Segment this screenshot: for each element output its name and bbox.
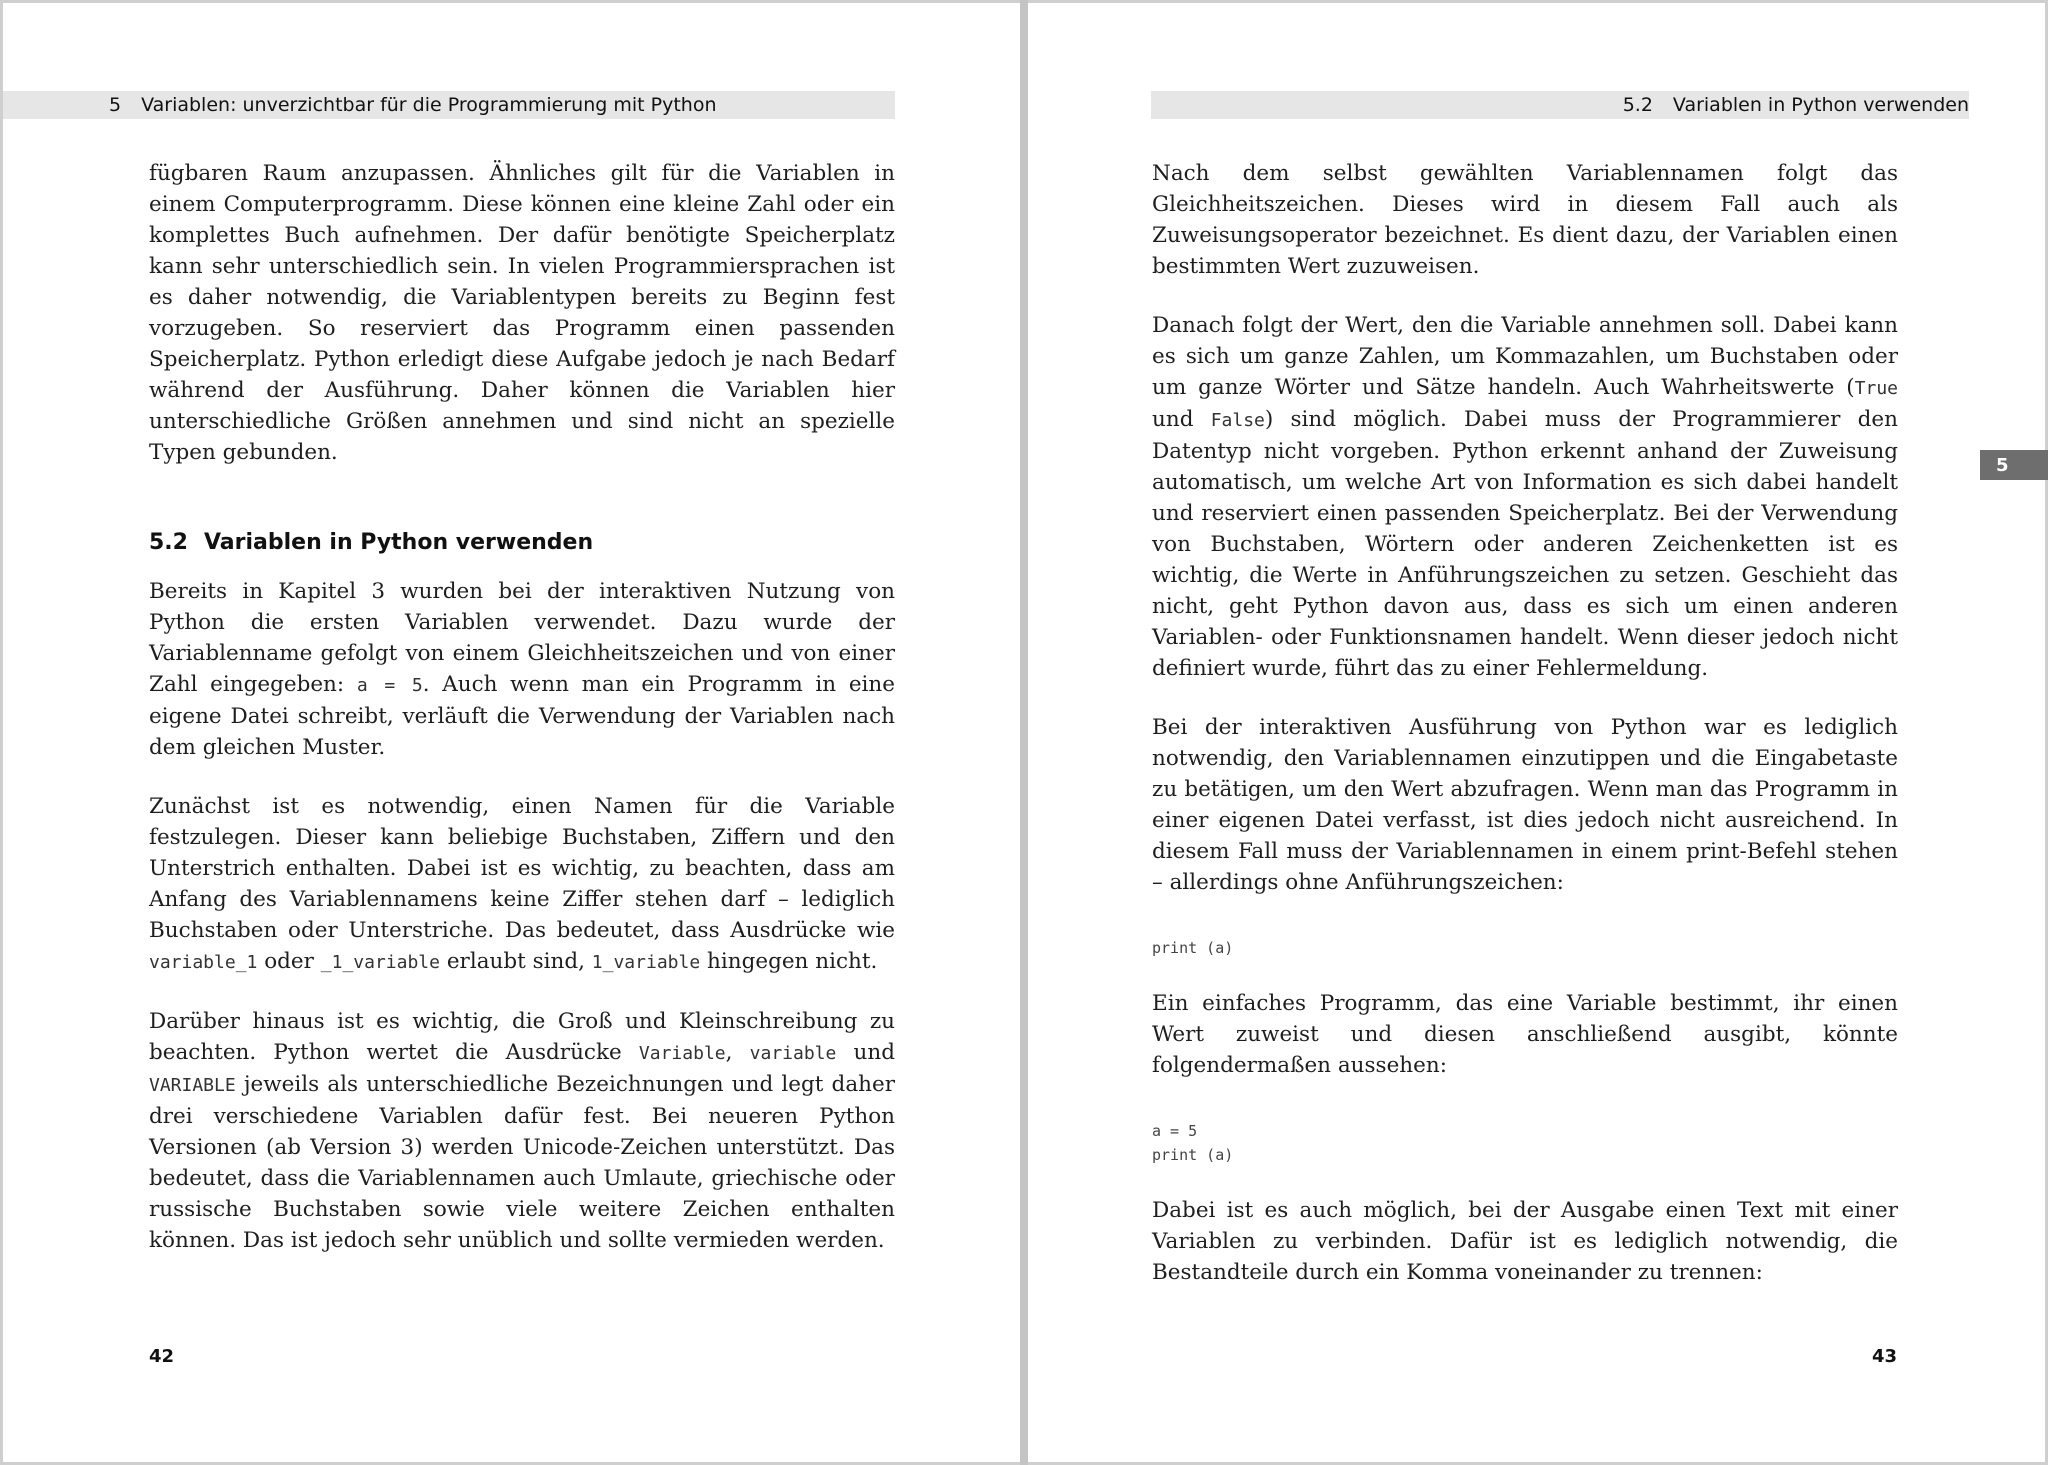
inline-code: False bbox=[1210, 410, 1265, 431]
text-run: . Auch wenn man ein Programm in eine eigene Datei schreibt, verläuft die Verwendung der Variablen nach dem gleichen Muster. bbox=[149, 672, 895, 760]
text-run: Zunächst ist es notwendig, einen Namen für die Variable festzulegen. Dieser kann beliebige Buchstaben, Ziffern und den Unterstrich enthalten. Dabei ist es wichtig, zu beachten, dass am Anfang des Variablennamens keine Ziffer stehen darf – lediglich Buchstaben oder Unterstriche. Das bedeutet, dass Ausdrücke wie bbox=[149, 794, 895, 943]
section-title: Variablen in Python verwenden bbox=[203, 530, 594, 555]
text-run: Danach folgt der Wert, den die Variable annehmen soll. Dabei kann es sich um ganze Zahlen, um Kommazahlen, um Buchstaben oder um ganze Wörter und Sätze handeln. Auch Wahrheitswerte ( bbox=[1152, 313, 1898, 400]
code-block: print (a) bbox=[1152, 939, 1234, 957]
page-number-right: 43 bbox=[1872, 1346, 1898, 1367]
section-heading bbox=[149, 528, 895, 558]
section-title-header: Variablen in Python verwenden bbox=[1672, 94, 1969, 116]
paragraph: Nach dem selbst gewählten Variablennamen folgt das Gleichheitszeichen. Dieses wird in diesem Fall auch als Zuweisungsoperator bezeichnet. Es dient dazu, der Variablen einen bestimmten Wert zuzuweisen. bbox=[1152, 161, 1898, 279]
section-number-header: 5.2 bbox=[1622, 94, 1653, 116]
inline-code: VARIABLE bbox=[149, 1075, 236, 1096]
inline-code: variable bbox=[749, 1043, 837, 1064]
paragraph bbox=[149, 576, 895, 763]
inline-code: 1_variable bbox=[591, 952, 701, 973]
text-run: erlaubt sind, bbox=[439, 949, 592, 974]
section-number: 5.2 bbox=[149, 530, 188, 555]
paragraph bbox=[149, 1006, 895, 1256]
chapter-title: Variablen: unverzichtbar für die Programmierung mit Python bbox=[141, 94, 717, 116]
chapter-thumb-tab: 5 bbox=[1980, 450, 2048, 480]
inline-code: True bbox=[1854, 378, 1898, 399]
inline-code: a = 5 bbox=[356, 675, 423, 696]
running-header bbox=[3, 91, 895, 119]
text-run: und bbox=[1152, 407, 1211, 432]
paragraph: Dabei ist es auch möglich, bei der Ausgabe einen Text mit einer Variablen zu verbinden. Dafür ist es lediglich notwendig, die Bestandteile durch ein Komma voneinander zu trennen: bbox=[1152, 1198, 1898, 1285]
paragraph: Ein einfaches Programm, das eine Variable bestimmt, ihr einen Wert zuweist und diesen anschließend ausgibt, könnte folgendermaßen aussehen: bbox=[1152, 991, 1898, 1078]
book-gutter bbox=[1020, 0, 1028, 1465]
text-run: , bbox=[725, 1040, 750, 1065]
page-number-left: 42 bbox=[149, 1346, 175, 1367]
text-run: und bbox=[836, 1040, 896, 1065]
paragraph: fügbaren Raum anzupassen. Ähnliches gilt für die Variablen in einem Computerprogramm. Diese können eine kleine Zahl oder ein komplettes Buch aufnehmen. Der dafür benötigte Speicherplatz kann sehr unterschiedlich sein. In vielen Programmiersprachen ist es daher notwendig, die Variablentypen bereits zu Beginn fest vorzugeben. So reserviert das Programm einen passenden Speicherplatz. Python erledigt diese Aufgabe jedoch je nach Bedarf während der Ausführung. Daher können die Variablen hier unterschiedliche Größen annehmen und sind nicht an spezielle Typen gebunden. bbox=[149, 161, 895, 465]
code-block: a = 5 print (a) bbox=[1152, 1122, 1234, 1164]
text-run: oder bbox=[257, 949, 321, 974]
paragraph bbox=[149, 791, 895, 978]
running-header-right bbox=[1151, 91, 1969, 119]
text-run: ) sind möglich. Dabei muss der Programmierer den Datentyp nicht vorgeben. Python erkennt anhand der Zuweisung automatisch, um welche Art von Information es sich dabei handelt und reserviert einen passenden Speicherplatz. Bei der Verwendung von Buchstaben, Wörtern oder anderen Zeichenketten ist es wichtig, die Werte in Anführungszeichen zu setzen. Geschieht das nicht, geht Python davon aus, dass es sich um einen anderen Variablen- oder Funktionsnamen handelt. Wenn dieser jedoch nicht definiert wurde, führt das zu einer Fehlermeldung. bbox=[1152, 407, 1898, 681]
inline-code: Variable bbox=[638, 1043, 726, 1064]
paragraph bbox=[1152, 310, 1898, 684]
text-run: jeweils als unterschiedliche Bezeichnungen und legt daher drei verschiedene Variablen dafür fest. Bei neueren Python Versionen (ab Version 3) werden Unicode-Zeichen unterstützt. Das bedeutet, dass die Variablennamen auch Umlaute, griechische oder russische Buchstaben sowie viele weitere Zeichen enthalten können. Das ist jedoch sehr unüblich und sollte vermieden werden. bbox=[149, 1072, 895, 1253]
left-text-column bbox=[149, 158, 895, 1256]
paragraph: Bei der interaktiven Ausführung von Python war es lediglich notwendig, den Variablennamen einzutippen und die Eingabetaste zu betätigen, um den Wert abzufragen. Wenn man das Programm in einer eigenen Datei verfasst, ist dies jedoch nicht ausreichend. In diesem Fall muss der Variablennamen in einem print-Befehl stehen – allerdings ohne Anführungszeichen: bbox=[1152, 715, 1898, 895]
inline-code: _1_variable bbox=[320, 952, 440, 973]
chapter-number: 5 bbox=[109, 94, 122, 116]
inline-code: variable_1 bbox=[149, 952, 258, 973]
text-run: hingegen nicht. bbox=[700, 949, 878, 974]
text-run: Bereits in Kapitel 3 wurden bei der interaktiven Nutzung von Python die ersten Variablen verwendet. Dazu wurde der Variablenname gefolgt von einem Gleichheitszeichen und von einer Zahl eingegeben: bbox=[149, 579, 895, 697]
right-text-column bbox=[1152, 158, 1898, 1288]
text-run: Darüber hinaus ist es wichtig, die Groß und Kleinschreibung zu beachten. Python wertet die Ausdrücke bbox=[149, 1009, 895, 1065]
